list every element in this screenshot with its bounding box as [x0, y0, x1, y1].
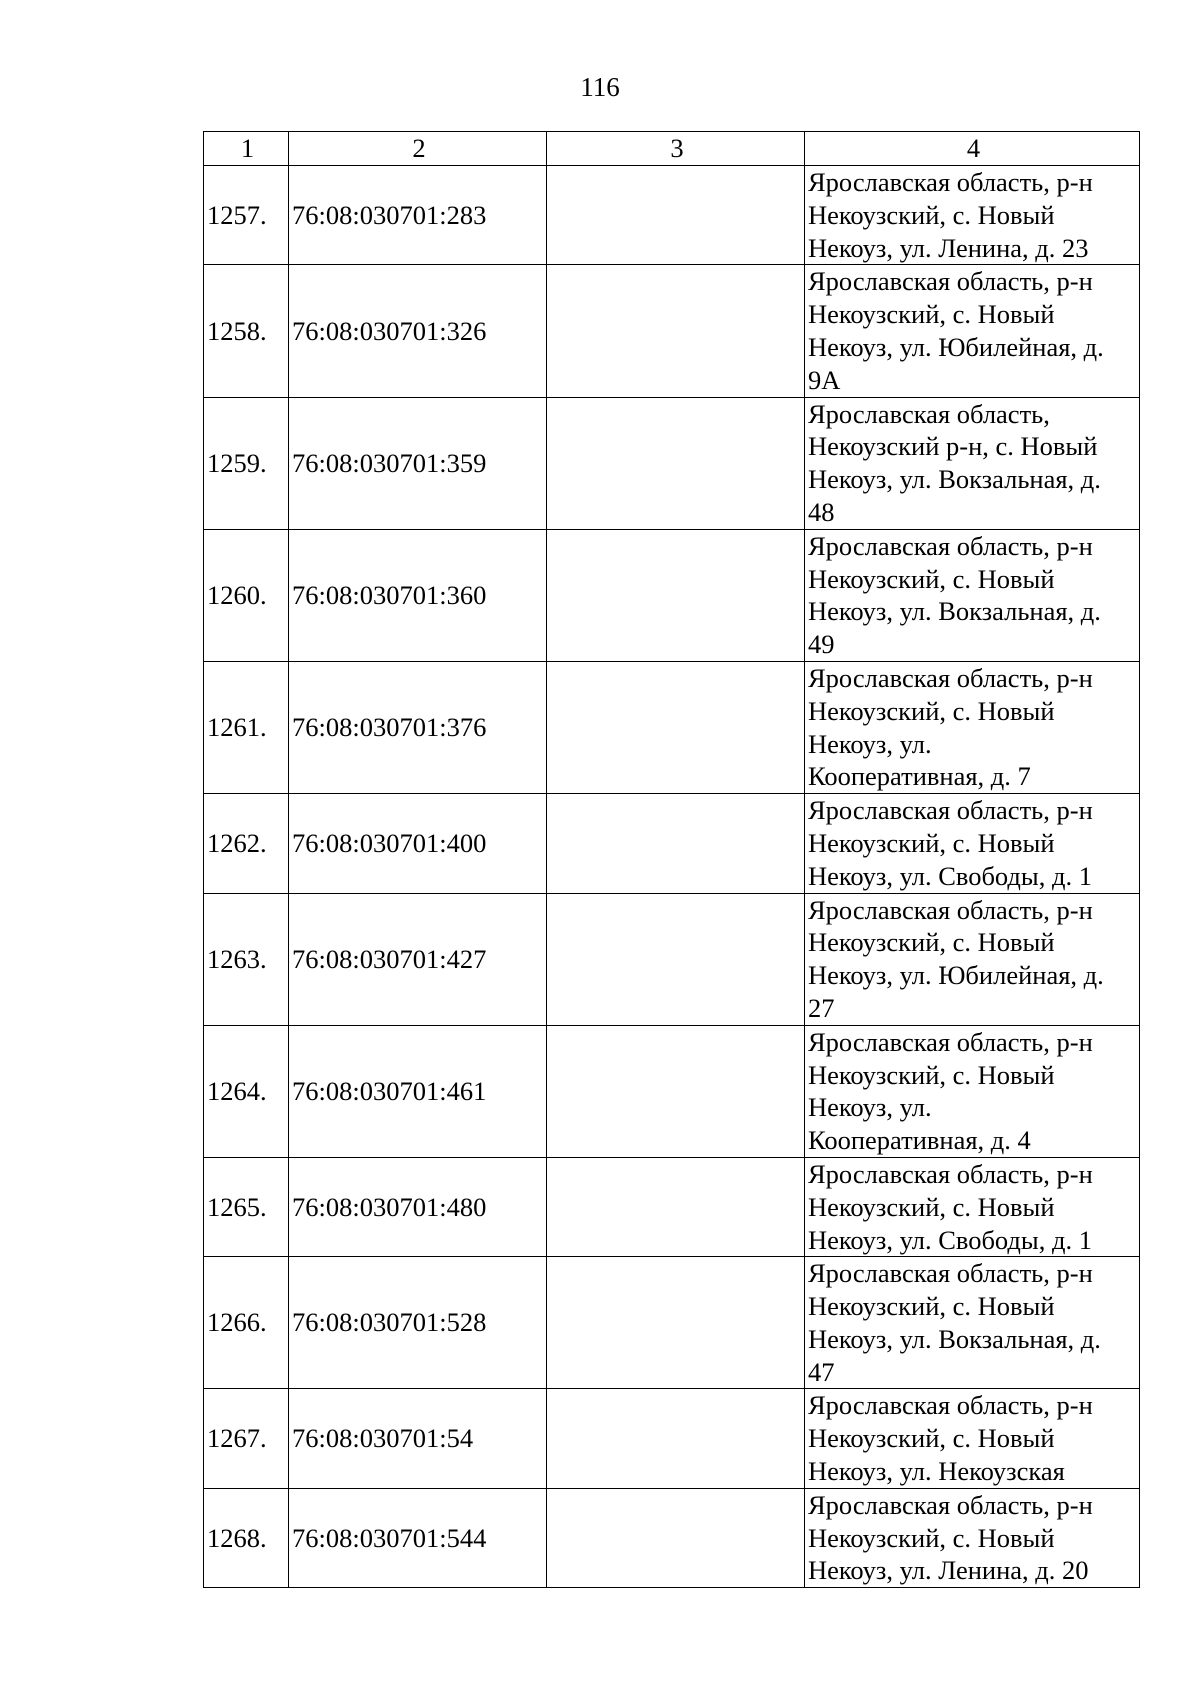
page-number: 116	[580, 72, 620, 102]
address-line: Ярославская область,	[808, 398, 1050, 429]
address-line: Некоуз, ул. Вокзальная, д.	[808, 596, 1101, 627]
address-cell	[805, 265, 1140, 397]
address-line: Кооперативная, д. 7	[808, 761, 1031, 792]
address-line: Ярославская область, р-н	[808, 1489, 1093, 1520]
address-line: Ярославская область, р-н	[808, 1258, 1093, 1289]
table-body	[204, 166, 1140, 1588]
column-3-cell	[547, 1488, 805, 1587]
address-line: Ярославская область, р-н	[808, 167, 1093, 197]
address-line: Некоуз, ул. Юбилейная, д.	[808, 331, 1104, 362]
row-number: 1261.	[204, 661, 289, 793]
cadastral-number: 76:08:030701:528	[289, 1257, 547, 1389]
address-cell	[805, 1488, 1140, 1587]
table-row	[204, 529, 1140, 661]
cadastral-number: 76:08:030701:427	[289, 893, 547, 1025]
address-line: Некоуз, ул.	[808, 728, 932, 759]
address-line: 49	[808, 629, 835, 660]
address-cell	[805, 794, 1140, 893]
column-3-cell	[547, 529, 805, 661]
address-line: Кооперативная, д. 4	[808, 1125, 1031, 1156]
table-row	[204, 265, 1140, 397]
address-line: 47	[808, 1356, 835, 1387]
cadastral-number: 76:08:030701:461	[289, 1025, 547, 1157]
cadastral-number: 76:08:030701:326	[289, 265, 547, 397]
row-number: 1267.	[204, 1389, 289, 1488]
row-number: 1268.	[204, 1488, 289, 1587]
table-row	[204, 1025, 1140, 1157]
column-3-cell	[547, 1025, 805, 1157]
row-number: 1260.	[204, 529, 289, 661]
column-3-cell	[547, 265, 805, 397]
row-number: 1258.	[204, 265, 289, 397]
address-cell	[805, 893, 1140, 1025]
address-line: Ярославская область, р-н	[808, 795, 1093, 826]
address-line: Некоузский, с. Новый	[808, 927, 1055, 958]
row-number: 1262.	[204, 794, 289, 893]
table-row	[204, 1257, 1140, 1389]
table-row	[204, 893, 1140, 1025]
address-cell	[805, 397, 1140, 529]
table-row	[204, 166, 1140, 265]
address-cell	[805, 166, 1140, 265]
table-row	[204, 1157, 1140, 1256]
address-line: Ярославская область, р-н	[808, 894, 1093, 925]
address-cell	[805, 661, 1140, 793]
address-line: Ярославская область, р-н	[808, 1026, 1093, 1057]
row-number: 1266.	[204, 1257, 289, 1389]
table-row	[204, 661, 1140, 793]
address-line: Некоуз, ул. Ленина, д. 23	[808, 232, 1089, 263]
table-row	[204, 1488, 1140, 1587]
address-line: Некоузский, с. Новый	[808, 1291, 1055, 1322]
header-col-2: 2	[289, 132, 547, 166]
column-3-cell	[547, 794, 805, 893]
address-line: Ярославская область, р-н	[808, 530, 1093, 561]
column-3-cell	[547, 893, 805, 1025]
column-3-cell	[547, 166, 805, 265]
address-line: Ярославская область, р-н	[808, 266, 1093, 297]
register-table	[203, 131, 1140, 1588]
address-line: 9А	[808, 364, 841, 395]
cadastral-number: 76:08:030701:360	[289, 529, 547, 661]
address-cell	[805, 1157, 1140, 1256]
address-line: Некоузский, с. Новый	[808, 827, 1055, 858]
address-cell	[805, 1257, 1140, 1389]
address-line: Некоузский, с. Новый	[808, 199, 1055, 230]
header-col-4: 4	[805, 132, 1140, 166]
cadastral-number: 76:08:030701:400	[289, 794, 547, 893]
column-3-cell	[547, 661, 805, 793]
address-line: Некоуз, ул. Вокзальная, д.	[808, 464, 1101, 495]
address-line: Некоузский, с. Новый	[808, 299, 1055, 330]
table-row	[204, 1389, 1140, 1488]
address-line: Некоузский р-н, с. Новый	[808, 431, 1098, 462]
address-line: Ярославская область, р-н	[808, 1390, 1093, 1421]
cadastral-number: 76:08:030701:359	[289, 397, 547, 529]
address-cell	[805, 1389, 1140, 1488]
row-number: 1257.	[204, 166, 289, 265]
address-line: Ярославская область, р-н	[808, 1158, 1093, 1189]
cadastral-number: 76:08:030701:283	[289, 166, 547, 265]
cadastral-number: 76:08:030701:376	[289, 661, 547, 793]
row-number: 1263.	[204, 893, 289, 1025]
address-line: Некоуз, ул.	[808, 1092, 932, 1123]
column-3-cell	[547, 1157, 805, 1256]
address-line: Некоуз, ул. Юбилейная, д.	[808, 960, 1104, 991]
address-cell	[805, 529, 1140, 661]
column-3-cell	[547, 1257, 805, 1389]
row-number: 1259.	[204, 397, 289, 529]
table-row	[204, 397, 1140, 529]
address-line: Некоуз, ул. Некоузская	[808, 1456, 1065, 1487]
table-header-row	[204, 132, 1140, 166]
address-line: 27	[808, 992, 835, 1023]
address-line: Некоузский, с. Новый	[808, 1423, 1055, 1454]
address-line: Некоузский, с. Новый	[808, 563, 1055, 594]
address-line: Некоузский, с. Новый	[808, 1522, 1055, 1553]
address-cell	[805, 1025, 1140, 1157]
cadastral-number: 76:08:030701:54	[289, 1389, 547, 1488]
column-3-cell	[547, 397, 805, 529]
address-line: Некоуз, ул. Свободы, д. 1	[808, 1224, 1092, 1255]
header-col-1: 1	[204, 132, 289, 166]
row-number: 1265.	[204, 1157, 289, 1256]
address-line: Некоузский, с. Новый	[808, 1191, 1055, 1222]
address-line: Некоуз, ул. Ленина, д. 20	[808, 1555, 1089, 1586]
address-line: Некоуз, ул. Свободы, д. 1	[808, 860, 1092, 891]
column-3-cell	[547, 1389, 805, 1488]
address-line: Некоуз, ул. Вокзальная, д.	[808, 1323, 1101, 1354]
cadastral-number: 76:08:030701:480	[289, 1157, 547, 1256]
address-line: Ярославская область, р-н	[808, 662, 1093, 693]
address-line: 48	[808, 496, 835, 527]
header-col-3: 3	[547, 132, 805, 166]
row-number: 1264.	[204, 1025, 289, 1157]
address-line: Некоузский, с. Новый	[808, 695, 1055, 726]
address-line: Некоузский, с. Новый	[808, 1059, 1055, 1090]
cadastral-number: 76:08:030701:544	[289, 1488, 547, 1587]
table-row	[204, 794, 1140, 893]
